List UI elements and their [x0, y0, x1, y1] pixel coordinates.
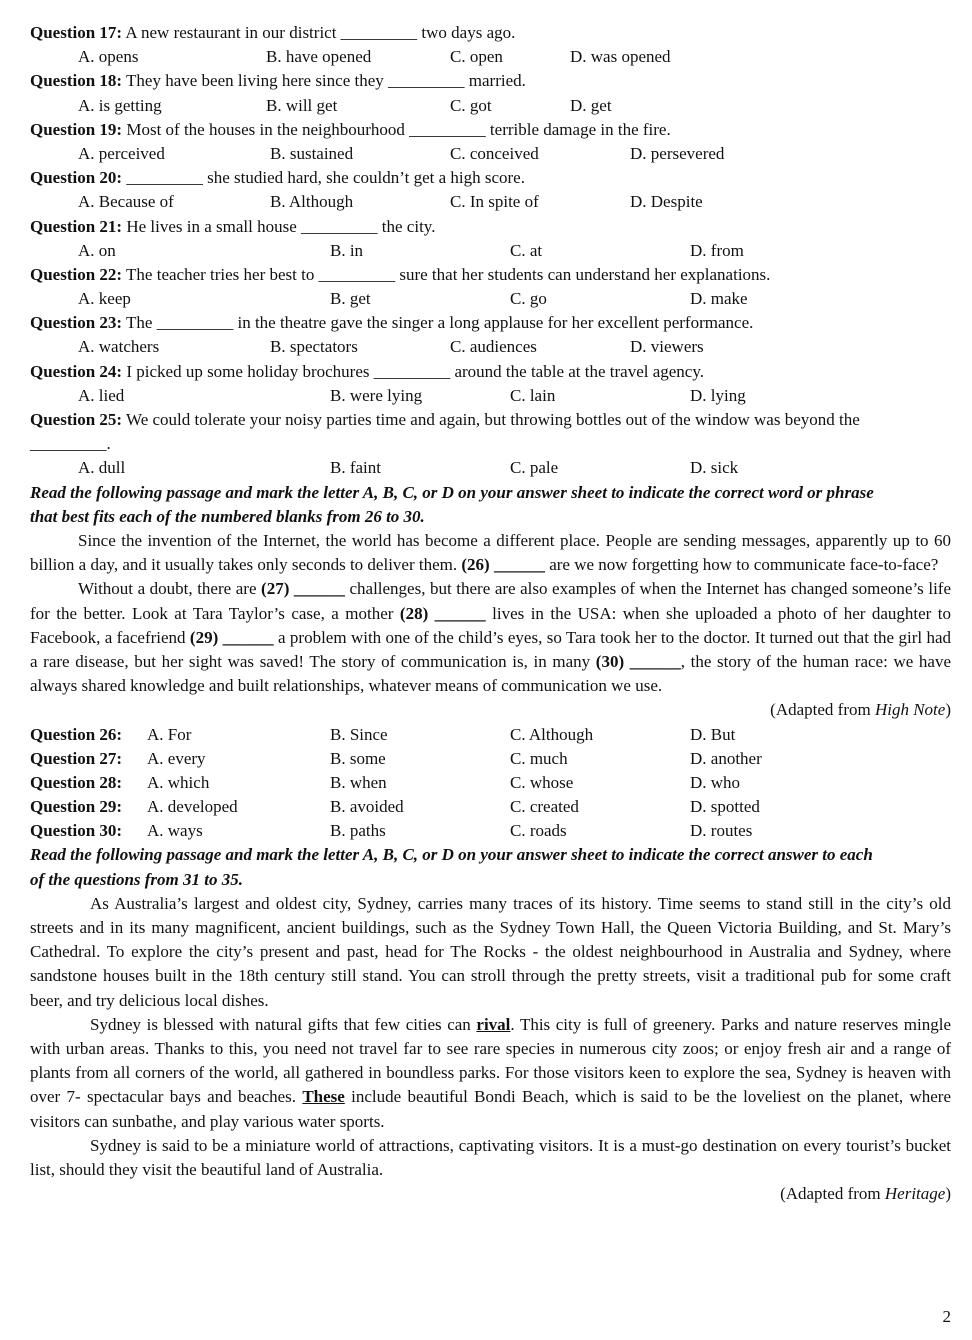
option-c[interactable]: C. lain — [510, 385, 556, 405]
option-a[interactable]: A. For — [147, 724, 192, 744]
option-b[interactable]: B. Although — [270, 192, 354, 212]
option-b[interactable]: B. faint — [330, 458, 381, 478]
option-a[interactable]: A. is getting — [78, 95, 162, 115]
question-label: Question 28: — [30, 772, 123, 792]
question-text: The _________ in the theatre gave the singer a long applause for her excellent performance. — [122, 313, 754, 333]
question-label: Question 17: — [30, 23, 123, 42]
option-a[interactable]: A. on — [78, 240, 116, 260]
cloze-question-row — [30, 747, 951, 771]
blank-26: (26) ______ — [461, 555, 545, 575]
question-label: Question 24: — [30, 361, 123, 381]
instruction-reading-line2: of the questions from 31 to 35. — [30, 869, 243, 889]
option-c[interactable]: C. pale — [510, 458, 559, 478]
option-a[interactable]: A. every — [147, 748, 206, 768]
blank-28: (28) ______ — [399, 603, 486, 623]
question-stem — [30, 118, 951, 142]
option-a[interactable]: A. lied — [78, 385, 125, 405]
option-a[interactable]: A. ways — [147, 821, 203, 841]
underlined-word-rival: rival — [476, 1014, 511, 1034]
question-options — [30, 384, 951, 408]
option-b[interactable]: B. sustained — [270, 143, 354, 163]
passage1-paragraph-2: Without a doubt, there are (27) ______ challenges, but there are also examples of when the Internet has changed someone’s life for the better. Look at Tara Taylor’s case, a mother (28) ______ lives in the USA: when she uploaded a photo of her daughter to Facebook, a facefriend (29) ______ a problem with one of the child’s eyes, so Tara took her to the doctor. It turned out that the girl had a rare disease, but her sight was saved! The story of communication is, in many (30) ______, the story of the human race: we have always shared knowledge and built relationships, whatever means of communication we use. — [30, 579, 952, 696]
cloze-question-row — [30, 795, 951, 819]
option-d[interactable]: D. sick — [690, 458, 739, 478]
question-label: Question 22: — [30, 264, 123, 284]
question-text: The teacher tries her best to _________ sure that her students can understand her explanations. — [122, 264, 771, 284]
option-a[interactable]: A. watchers — [78, 337, 160, 357]
option-d[interactable]: D. who — [690, 772, 741, 792]
option-c[interactable]: C. open — [450, 47, 503, 67]
question-stem — [30, 311, 951, 335]
page-number: 2 — [942, 1307, 951, 1326]
option-b[interactable]: B. have opened — [266, 47, 372, 67]
option-d[interactable]: D. get — [570, 95, 612, 115]
question-text: He lives in a small house _________ the city. — [122, 216, 436, 236]
question-options — [30, 94, 951, 118]
instruction-reading-line1: Read the following passage and mark the letter A, B, C, or D on your answer sheet to indicate the correct answer to each — [30, 845, 873, 865]
option-a[interactable]: A. dull — [78, 458, 126, 478]
option-d[interactable]: D. But — [690, 724, 736, 744]
option-d[interactable]: D. spotted — [690, 797, 760, 817]
option-b[interactable]: B. get — [330, 289, 371, 309]
question-options — [30, 335, 951, 359]
option-b[interactable]: B. Since — [330, 724, 388, 744]
option-b[interactable]: B. spectators — [270, 337, 358, 357]
option-c[interactable]: C. go — [510, 289, 547, 309]
option-c[interactable]: C. much — [510, 748, 568, 768]
question-stem — [30, 263, 951, 287]
option-d[interactable]: D. was opened — [570, 47, 671, 67]
passage2-source: (Adapted from Heritage) — [780, 1184, 951, 1204]
option-c[interactable]: C. audiences — [450, 337, 537, 357]
passage2-paragraph-1: As Australia’s largest and oldest city, Sydney, carries many traces of its history. Time seems to stand still in the city’s old streets and in its many magnificent, ancient buildings, such as the Sydney Town Hall, the Queen Victoria Building, and St. Mary’s Cathedral. To explore the city’s present and past, head for The Rocks - the oldest neighbourhood in Australia and Sydney, where sandstone houses built in the 18th century still stand. You can stroll through the pretty streets, visit a traditional pub for some craft beer, and try delicious local dishes. — [30, 893, 951, 1010]
question-text: A new restaurant in our district _________ two days ago. — [122, 23, 516, 42]
exam-page — [30, 21, 951, 1206]
question-25-options — [30, 456, 951, 480]
question-label: Question 29: — [30, 797, 123, 817]
option-c[interactable]: C. got — [450, 95, 492, 115]
question-label: Question 23: — [30, 313, 123, 333]
option-b[interactable]: B. some — [330, 748, 386, 768]
option-c[interactable]: C. whose — [510, 772, 574, 792]
passage2-paragraph-2: Sydney is blessed with natural gifts that few cities can rival. This city is full of greenery. Parks and nature reserves mingle with urban areas. Thanks to this, you need not travel far to see rare species in numerous city zoos; or enjoy fresh air and a range of plants from all corners of the world, all gathered in boundless parks. For those visitors keen to explore the sea, Sydney is heaven with over 7- spectacular bays and beaches. These include beautiful Bondi Beach, which is said to be the loveliest on the planet, where visitors can sunbathe, and play various water sports. — [30, 1014, 951, 1131]
option-a[interactable]: A. opens — [78, 47, 139, 67]
blank-29: (29) ______ — [189, 627, 274, 647]
passage1-paragraph-1: Since the invention of the Internet, the world has become a different place. People are sending messages, apparently up to 60 billion a day, and it usually takes only seconds to deliver them. (26) ______ are we now forgetting how to communicate face-to-face? — [30, 530, 951, 575]
option-b[interactable]: B. in — [330, 240, 364, 260]
option-a[interactable]: A. which — [147, 772, 210, 792]
question-label: Question 26: — [30, 724, 123, 744]
option-c[interactable]: C. conceived — [450, 143, 539, 163]
option-b[interactable]: B. were lying — [330, 385, 423, 405]
blank-27: (27) ______ — [261, 579, 345, 599]
option-d[interactable]: D. another — [690, 748, 762, 768]
option-d[interactable]: D. viewers — [630, 337, 704, 357]
option-c[interactable]: C. roads — [510, 821, 567, 841]
question-label: Question 27: — [30, 748, 123, 768]
option-d[interactable]: D. make — [690, 289, 748, 309]
option-d[interactable]: D. Despite — [630, 192, 703, 212]
question-label: Question 19: — [30, 119, 123, 139]
question-label: Question 20: — [30, 168, 123, 188]
option-c[interactable]: C. Although — [510, 724, 594, 744]
question-label: Question 30: — [30, 821, 123, 841]
question-options — [30, 45, 951, 69]
option-d[interactable]: D. lying — [690, 385, 746, 405]
question-25-stem-cont: _________. — [30, 434, 111, 454]
question-text: We could tolerate your noisy parties time and again, but throwing bottles out of the window was beyond the — [122, 410, 860, 429]
question-options — [30, 190, 951, 214]
option-b[interactable]: B. avoided — [330, 797, 404, 817]
question-25-stem — [30, 408, 951, 432]
option-c[interactable]: C. created — [510, 797, 579, 817]
cloze-question-row — [30, 723, 951, 747]
option-a[interactable]: A. developed — [147, 797, 238, 817]
question-label: Question 21: — [30, 216, 123, 236]
option-d[interactable]: D. routes — [690, 821, 753, 841]
option-b[interactable]: B. when — [330, 772, 387, 792]
option-a[interactable]: A. keep — [78, 289, 131, 309]
option-b[interactable]: B. will get — [266, 95, 338, 115]
question-stem — [30, 69, 951, 93]
question-options — [30, 287, 951, 311]
question-stem — [30, 21, 951, 45]
option-d[interactable]: D. persevered — [630, 143, 725, 163]
cloze-question-row — [30, 819, 951, 843]
option-c[interactable]: C. In spite of — [450, 192, 539, 212]
passage1-source: (Adapted from High Note) — [770, 700, 951, 720]
question-label: Question 25: — [30, 410, 123, 429]
question-text: Most of the houses in the neighbourhood _________ terrible damage in the fire. — [122, 119, 671, 139]
cloze-question-row — [30, 771, 951, 795]
mcq-block — [30, 21, 951, 408]
option-b[interactable]: B. paths — [330, 821, 386, 841]
instruction-cloze-line1: Read the following passage and mark the letter A, B, C, or D on your answer sheet to indicate the correct word or phrase — [30, 482, 874, 502]
question-options — [30, 239, 951, 263]
question-options — [30, 142, 951, 166]
cloze-questions — [30, 723, 951, 844]
blank-30: (30) ______ — [595, 651, 681, 671]
option-c[interactable]: C. at — [510, 240, 543, 260]
option-d[interactable]: D. from — [690, 240, 744, 260]
question-text: _________ she studied hard, she couldn’t get a high score. — [122, 168, 525, 188]
option-a[interactable]: A. perceived — [78, 143, 165, 163]
question-label: Question 18: — [30, 71, 123, 91]
instruction-cloze-line2: that best fits each of the numbered blanks from 26 to 30. — [30, 506, 425, 526]
question-stem — [30, 215, 951, 239]
question-stem — [30, 360, 951, 384]
question-stem — [30, 166, 951, 190]
underlined-word-these: These — [302, 1087, 345, 1107]
passage2-paragraph-3: Sydney is said to be a miniature world of attractions, captivating visitors. It is a must-go destination on every tourist’s bucket list, should they visit the beautiful land of Australia. — [30, 1135, 951, 1180]
question-text: They have been living here since they _________ married. — [122, 71, 526, 91]
option-a[interactable]: A. Because of — [78, 192, 174, 212]
question-text: I picked up some holiday brochures _________ around the table at the travel agency. — [122, 361, 705, 381]
